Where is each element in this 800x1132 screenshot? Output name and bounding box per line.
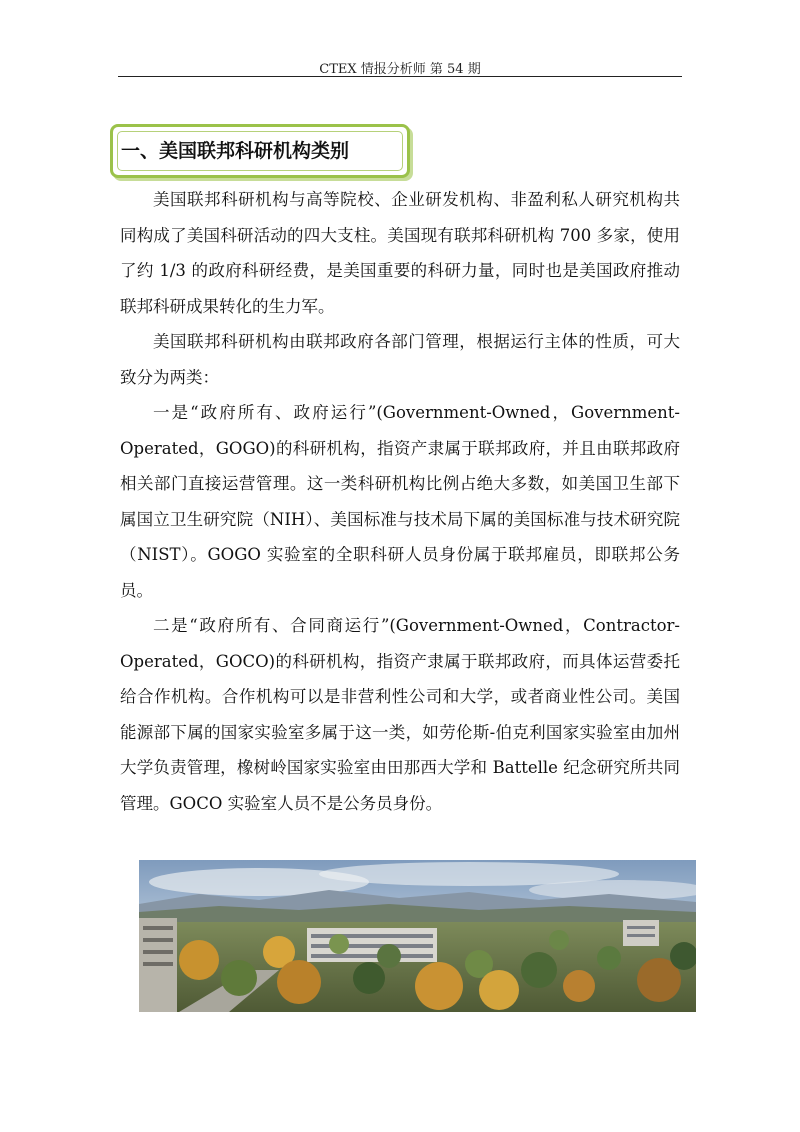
campus-panorama-photo (139, 860, 696, 1012)
paragraph-3: 一是“政府所有、政府运行”(Government-Owned，Government-Operated，GOGO)的科研机构，指资产隶属于联邦政府，并且由联邦政府相关部门直接运营管理。这一类科研机构比例占绝大多数，如美国卫生部下属国立卫生研究院（NIH）、美国标准与技术局下属的美国标准与技术研究院（NIST）。GOGO 实验室的全职科研人员身份属于联邦雇员，即联邦公务员。 (120, 403, 680, 600)
body-text (120, 182, 680, 821)
section-title: 一、美国联邦科研机构类别 (121, 140, 350, 162)
paragraph-1: 美国联邦科研机构与高等院校、企业研发机构、非盈利私人研究机构共同构成了美国科研活动的四大支柱。美国现有联邦科研机构 700 多家，使用了约 1/3 的政府科研经费，是美国重要的科研力量，同时也是美国政府推动联邦科研成果转化的生力军。 (120, 190, 680, 316)
page-header: CTEX 情报分析师 第 54 期 (319, 62, 481, 77)
header-rule (118, 76, 682, 77)
paragraph-4: 二是“政府所有、合同商运行”(Government-Owned，Contractor-Operated，GOCO)的科研机构，指资产隶属于联邦政府，而具体运营委托给合作机构。合作机构可以是非营利性公司和大学，或者商业性公司。美国能源部下属的国家实验室多属于这一类，如劳伦斯-伯克利国家实验室由加州大学负责管理，橡树岭国家实验室由田那西大学和 Battelle 纪念研究所共同管理。GOCO 实验室人员不是公务员身份。 (120, 616, 680, 813)
campus-panorama-illustration (139, 860, 696, 1012)
section-title-box (110, 124, 410, 178)
paragraph-2: 美国联邦科研机构由联邦政府各部门管理，根据运行主体的性质，可大致分为两类： (120, 332, 680, 387)
